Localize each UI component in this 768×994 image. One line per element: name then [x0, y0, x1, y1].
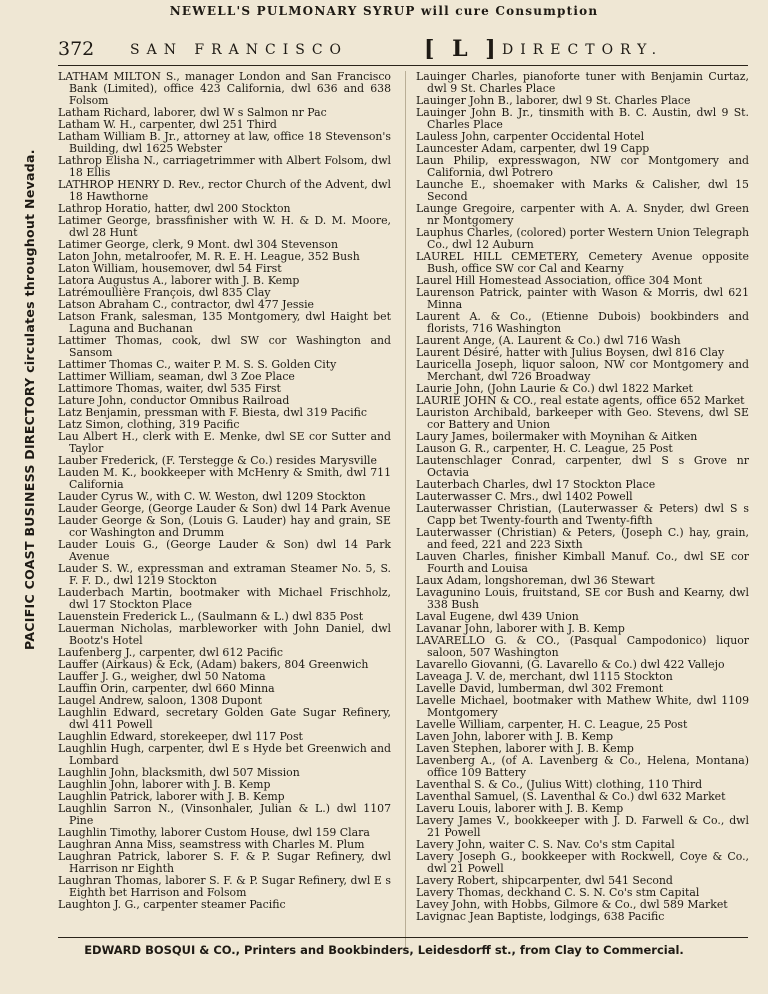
directory-entry: Laurie John, (John Laurie & Co.) dwl 1822 Market	[416, 382, 693, 395]
directory-entry: Lautenschlager Conrad, carpenter, dwl S s Grove nr Octavia	[416, 454, 749, 479]
side-advertisement-text: PACIFIC COAST BUSINESS DIRECTORY circulates throughout Nevada.	[22, 149, 37, 650]
directory-entry: Lavery Robert, shipcarpenter, dwl 541 Second	[416, 874, 673, 887]
directory-entry: LATHROP HENRY D. Rev., rector Church of the Advent, dwl 18 Hawthorne	[58, 178, 391, 203]
directory-entry: Laughlin Edward, secretary Golden Gate Sugar Refinery, dwl 411 Powell	[58, 706, 391, 731]
directory-entry: Laurent Désiré, hatter with Julius Boysen, dwl 816 Clay	[416, 346, 725, 359]
header-rule	[58, 65, 748, 66]
directory-entry: Laugel Andrew, saloon, 1308 Dupont	[58, 694, 263, 707]
directory-entry: Lattimer Thomas C., waiter P. M. S. S. Golden City	[58, 358, 337, 371]
directory-entry: Lavery Joseph G., bookkeeper with Rockwell, Coye & Co., dwl 21 Powell	[416, 850, 749, 875]
header-letter: [ L ]	[424, 36, 501, 62]
directory-entry: Lattimer Thomas, cook, dwl SW cor Washington and Sansom	[58, 334, 391, 359]
directory-entry: Lavarello Giovanni, (G. Lavarello & Co.) dwl 422 Vallejo	[416, 658, 725, 671]
directory-entry: LAURIE JOHN & CO., real estate agents, office 652 Market	[416, 394, 745, 407]
directory-entry: Launche E., shoemaker with Marks & Calisher, dwl 15 Second	[416, 178, 749, 203]
directory-entry: Laughlin John, blacksmith, dwl 507 Mission	[58, 766, 300, 779]
directory-entry: Laufenberg J., carpenter, dwl 612 Pacific	[58, 646, 283, 659]
directory-entry: Laughlin Patrick, laborer with J. B. Kemp	[58, 790, 285, 803]
directory-entry: Latrémoullière François, dwl 835 Clay	[58, 286, 271, 299]
directory-entry: Laurenson Patrick, painter with Wason & Morris, dwl 621 Minna	[416, 286, 749, 311]
right-column	[416, 71, 749, 923]
directory-entry: Lavelle Michael, bootmaker with Mathew White, dwl 1109 Montgomery	[416, 694, 749, 719]
directory-entry: Lauber Frederick, (F. Terstegge & Co.) resides Marysville	[58, 454, 377, 467]
directory-entry: Laughran Anna Miss, seamstress with Charles M. Plum	[58, 838, 365, 851]
directory-entry: Laughton J. G., carpenter steamer Pacific	[58, 898, 286, 911]
directory-entry: Lauder George & Son, (Louis G. Lauder) hay and grain, SE cor Washington and Drumm	[58, 514, 391, 539]
directory-entry: Lauricella Joseph, liquor saloon, NW cor Montgomery and Merchant, dwl 726 Broadway	[416, 358, 749, 383]
column-divider	[405, 71, 406, 951]
directory-entry: Laven John, laborer with J. B. Kemp	[416, 730, 614, 743]
directory-entry: LATHAM MILTON S., manager London and San Francisco Bank (Limited), office 423 California, dwl 636 and 638 Folsom	[58, 70, 391, 107]
left-column	[58, 71, 391, 911]
directory-entry: Lavanar John, laborer with J. B. Kemp	[416, 622, 625, 635]
directory-entry: Latham W. H., carpenter, dwl 251 Third	[58, 118, 277, 131]
directory-entry: Lavery James V., bookkeeper with J. D. Farwell & Co., dwl 21 Powell	[416, 814, 749, 839]
directory-entry: Lathrop Elisha N., carriagetrimmer with Albert Folsom, dwl 18 Ellis	[58, 154, 391, 179]
directory-entry: Latham William B. Jr., attorney at law, office 18 Stevenson's Building, dwl 1625 Webster	[58, 130, 391, 155]
directory-entry: Lauriston Archibald, barkeeper with Geo. Stevens, dwl SE cor Battery and Union	[416, 406, 749, 431]
header-city: SAN FRANCISCO	[130, 42, 349, 58]
directory-entry: Lauven Charles, finisher Kimball Manuf. Co., dwl SE cor Fourth and Louisa	[416, 550, 749, 575]
directory-entry: Latz Simon, clothing, 319 Pacific	[58, 418, 240, 431]
directory-entry: Lavey John, with Hobbs, Gilmore & Co., dwl 589 Market	[416, 898, 728, 911]
page-number: 372	[58, 38, 95, 60]
directory-entry: Lature John, conductor Omnibus Railroad	[58, 394, 290, 407]
directory-entry: Lattimore Thomas, waiter, dwl 535 First	[58, 382, 281, 395]
directory-entry: Laughran Patrick, laborer S. F. & P. Sugar Refinery, dwl Harrison nr Eighth	[58, 850, 391, 875]
directory-entry: Lauinger John B. Jr., tinsmith with B. C. Austin, dwl 9 St. Charles Place	[416, 106, 749, 131]
directory-entry: Lathrop Horatio, hatter, dwl 200 Stockton	[58, 202, 291, 215]
directory-entry: Laux Adam, longshoreman, dwl 36 Stewart	[416, 574, 655, 587]
directory-entry: Lauderbach Martin, bootmaker with Michael Frischholz, dwl 17 Stockton Place	[58, 586, 391, 611]
side-advertisement	[22, 149, 37, 651]
directory-entry: Laury James, boilermaker with Moynihan & Aitken	[416, 430, 698, 443]
directory-entry: Lauterwasser (Christian) & Peters, (Joseph C.) hay, grain, and feed, 221 and 223 Sixth	[416, 526, 749, 551]
directory-entry: Lavery John, waiter C. S. Nav. Co's stm Capital	[416, 838, 675, 851]
directory-entry: Lauinger Charles, pianoforte tuner with Benjamin Curtaz, dwl 9 St. Charles Place	[416, 70, 749, 95]
directory-entry: Laveaga J. V. de, merchant, dwl 1115 Stockton	[416, 670, 673, 683]
directory-entry: Lauson G. R., carpenter, H. C. League, 25 Post	[416, 442, 673, 455]
header-directory: DIRECTORY.	[502, 42, 664, 58]
advertisement-banner: NEWELL'S PULMONARY SYRUP will cure Consumption	[169, 4, 599, 18]
directory-entry: Laun Philip, expresswagon, NW cor Montgomery and California, dwl Potrero	[416, 154, 749, 179]
directory-entry: Lauder Cyrus W., with C. W. Weston, dwl 1209 Stockton	[58, 490, 366, 503]
directory-entry: Laton William, housemover, dwl 54 First	[58, 262, 282, 275]
directory-entry: Laval Eugene, dwl 439 Union	[416, 610, 579, 623]
directory-entry: Laughlin Edward, storekeeper, dwl 117 Post	[58, 730, 303, 743]
directory-entry: Laughlin Timothy, laborer Custom House, dwl 159 Clara	[58, 826, 370, 839]
directory-entry: Lauffer J. G., weigher, dwl 50 Natoma	[58, 670, 266, 683]
directory-entry: Lauffin Orin, carpenter, dwl 660 Minna	[58, 682, 275, 695]
directory-entry: Lauder Louis G., (George Lauder & Son) dwl 14 Park Avenue	[58, 538, 391, 563]
directory-entry: Laveru Louis, laborer with J. B. Kemp	[416, 802, 624, 815]
directory-entry: Laven Stephen, laborer with J. B. Kemp	[416, 742, 634, 755]
directory-entry: Lauder George, (George Lauder & Son) dwl 14 Park Avenue	[58, 502, 391, 515]
directory-entry: Latham Richard, laborer, dwl W s Salmon nr Pac	[58, 106, 327, 119]
directory-entry: Laurent A. & Co., (Etienne Dubois) bookbinders and florists, 716 Washington	[416, 310, 749, 335]
directory-entry: Lavelle William, carpenter, H. C. League, 25 Post	[416, 718, 688, 731]
printer-footer: EDWARD BOSQUI & CO., Printers and Bookbinders, Leidesdorff st., from Clay to Commercial.	[84, 943, 684, 957]
directory-entry: Lauden M. K., bookkeeper with McHenry & Smith, dwl 711 California	[58, 466, 391, 491]
directory-entry: Launge Gregoire, carpenter with A. A. Snyder, dwl Green nr Montgomery	[416, 202, 749, 227]
directory-entry: Launcester Adam, carpenter, dwl 19 Capp	[416, 142, 650, 155]
directory-entry: Lavagunino Louis, fruitstand, SE cor Bush and Kearny, dwl 338 Bush	[416, 586, 749, 611]
directory-entry: Lavelle David, lumberman, dwl 302 Fremont	[416, 682, 664, 695]
directory-entry: Laventhal S. & Co., (Julius Witt) clothing, 110 Third	[416, 778, 703, 791]
directory-entry: Lauerman Nicholas, marbleworker with John Daniel, dwl Bootz's Hotel	[58, 622, 391, 647]
directory-entry: Laurel Hill Homestead Association, office 304 Mont	[416, 274, 703, 287]
directory-entry: Laventhal Samuel, (S. Laventhal & Co.) dwl 632 Market	[416, 790, 726, 803]
directory-entry: Latimer George, clerk, 9 Mont. dwl 304 Stevenson	[58, 238, 338, 251]
page-header	[58, 38, 748, 64]
directory-entry: Latson Frank, salesman, 135 Montgomery, dwl Haight bet Laguna and Buchanan	[58, 310, 391, 335]
directory-entry: Lavenberg A., (of A. Lavenberg & Co., Helena, Montana) office 109 Battery	[416, 754, 749, 779]
directory-entry: Lauterwasser Christian, (Lauterwasser & Peters) dwl S s Capp bet Twenty-fourth and Twenty-fifth	[416, 502, 749, 527]
directory-entry: Laughran Thomas, laborer S. F. & P. Sugar Refinery, dwl E s Eighth bet Harrison and Folsom	[58, 874, 391, 899]
directory-entry: Lauterbach Charles, dwl 17 Stockton Place	[416, 478, 656, 491]
directory-entry: Lauder S. W., expressman and extraman Steamer No. 5, S. F. F. D., dwl 1219 Stockton	[58, 562, 391, 587]
directory-entry: Lauffer (Airkaus) & Eck, (Adam) bakers, 804 Greenwich	[58, 658, 369, 671]
directory-entry: Lauless John, carpenter Occidental Hotel	[416, 130, 645, 143]
directory-entry: Laton John, metalroofer, M. R. E. H. League, 352 Bush	[58, 250, 360, 263]
directory-entry: LAVARELLO G. & CO., (Pasqual Campodonico) liquor saloon, 507 Washington	[416, 634, 749, 659]
directory-entry: Lauinger John B., laborer, dwl 9 St. Charles Place	[416, 94, 691, 107]
directory-entry: Lauphus Charles, (colored) porter Western Union Telegraph Co., dwl 12 Auburn	[416, 226, 749, 251]
directory-entry: Latora Augustus A., laborer with J. B. Kemp	[58, 274, 300, 287]
directory-entry: Latz Benjamin, pressman with F. Biesta, dwl 319 Pacific	[58, 406, 367, 419]
directory-entry: Latimer George, brassfinisher with W. H. & D. M. Moore, dwl 28 Hunt	[58, 214, 391, 239]
directory-entry: Laughlin John, laborer with J. B. Kemp	[58, 778, 271, 791]
directory-entry: Lau Albert H., clerk with E. Menke, dwl SE cor Sutter and Taylor	[58, 430, 391, 455]
directory-entry: Lauterwasser C. Mrs., dwl 1402 Powell	[416, 490, 633, 503]
directory-entry: Lavery Thomas, deckhand C. S. N. Co's stm Capital	[416, 886, 700, 899]
directory-entry: Laurent Ange, (A. Laurent & Co.) dwl 716 Wash	[416, 334, 681, 347]
directory-entry: Latson Abraham C., contractor, dwl 477 Jessie	[58, 298, 314, 311]
directory-entry: Lauenstein Frederick L., (Saulmann & L.) dwl 835 Post	[58, 610, 364, 623]
directory-entry: Lavignac Jean Baptiste, lodgings, 638 Pacific	[416, 910, 665, 923]
footer-rule	[58, 937, 748, 938]
directory-entry: LAUREL HILL CEMETERY, Cemetery Avenue opposite Bush, office SW cor Cal and Kearny	[416, 250, 749, 275]
directory-entry: Laughlin Sarron N., (Vinsonhaler, Julian & L.) dwl 1107 Pine	[58, 802, 391, 827]
directory-entry: Lattimer William, seaman, dwl 3 Zoe Place	[58, 370, 295, 383]
directory-entry: Laughlin Hugh, carpenter, dwl E s Hyde bet Greenwich and Lombard	[58, 742, 391, 767]
